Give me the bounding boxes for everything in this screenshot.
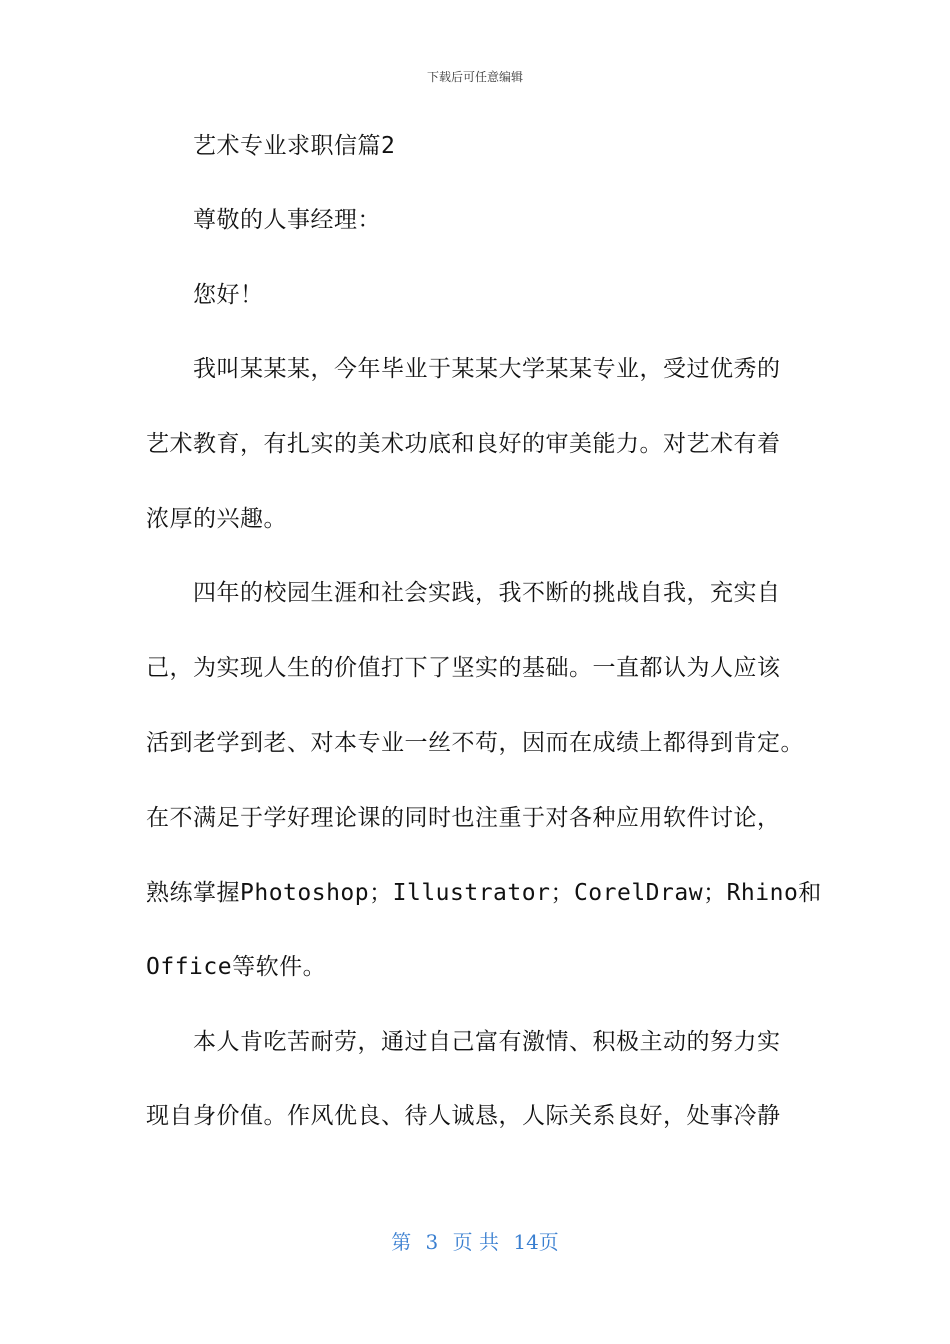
footer-total-pages: 14页	[513, 1230, 559, 1254]
section-title: 艺术专业求职信篇2	[193, 133, 396, 159]
body-line: 现自身价值。作风优良、待人诚恳，人际关系良好，处事冷静	[146, 1103, 781, 1129]
header-note: 下载后可任意编辑	[426, 70, 523, 84]
body-line: 己，为实现人生的价值打下了坚实的基础。一直都认为人应该	[146, 655, 781, 681]
footer-of-label: 页 共	[452, 1230, 499, 1254]
body-line: Office等软件。	[146, 954, 327, 980]
body-line: 浓厚的兴趣。	[146, 506, 287, 532]
body-line: 在不满足于学好理论课的同时也注重于对各种应用软件讨论，	[146, 805, 781, 831]
page-footer	[0, 1226, 950, 1255]
footer-page-label: 第	[391, 1230, 412, 1254]
salutation: 尊敬的人事经理：	[193, 207, 381, 233]
body-line: 本人肯吃苦耐劳，通过自己富有激情、积极主动的努力实	[193, 1029, 781, 1055]
body-line: 我叫某某某，今年毕业于某某大学某某专业，受过优秀的	[193, 356, 781, 382]
body-line: 艺术教育，有扎实的美术功底和良好的审美能力。对艺术有着	[146, 431, 781, 457]
body-line: 四年的校园生涯和社会实践，我不断的挑战自我，充实自	[193, 580, 781, 606]
body-line: 熟练掌握Photoshop；Illustrator；CorelDraw；Rhino和	[146, 880, 822, 906]
footer-current-page: 3	[425, 1230, 439, 1254]
body-line: 活到老学到老、对本专业一丝不苟，因而在成绩上都得到肯定。	[146, 730, 804, 756]
greeting: 您好！	[193, 282, 264, 308]
